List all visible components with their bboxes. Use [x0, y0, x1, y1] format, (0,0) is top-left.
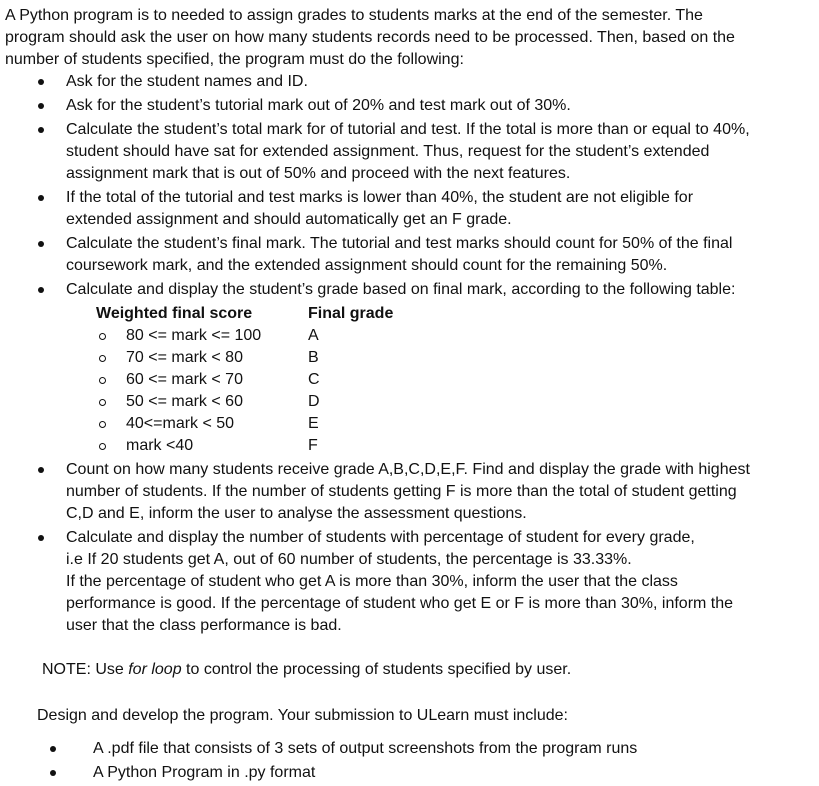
- table-row: [96, 347, 456, 369]
- list-item-text: A Python Program in .py format: [93, 764, 316, 781]
- table-row: [96, 325, 456, 347]
- list-item-text: number of students. If the number of students getting F is more than the total of student getting: [66, 483, 737, 500]
- final-grade: D: [308, 393, 320, 410]
- circle-bullet-icon: [96, 369, 126, 391]
- list-item-text: A .pdf file that consists of 3 sets of output screenshots from the program runs: [93, 740, 638, 757]
- bullet-icon: [50, 738, 56, 760]
- requirements-list: [0, 71, 819, 639]
- header-weighted-score: Weighted final score: [96, 305, 253, 322]
- score-range: 70 <= mark < 80: [126, 349, 243, 366]
- list-item-text: coursework mark, and the extended assignment should count for the remaining 50%.: [66, 257, 668, 274]
- list-item-text: i.e If 20 students get A, out of 60 number of students, the percentage is 33.33%.: [66, 551, 632, 568]
- list-item-text: assignment mark that is out of 50% and proceed with the next features.: [66, 165, 571, 182]
- circle-bullet-icon: [96, 391, 126, 413]
- bullet-icon: [36, 119, 46, 141]
- submission-list: [0, 738, 637, 786]
- final-grade: A: [308, 327, 319, 344]
- list-item-text: Calculate the student’s final mark. The tutorial and test marks should count for 50% of the final: [66, 235, 733, 252]
- grade-table-header: [96, 303, 456, 325]
- final-grade: E: [308, 415, 319, 432]
- intro-paragraph: [5, 5, 787, 71]
- score-range: 40<=mark < 50: [126, 415, 235, 432]
- list-item-text: Calculate and display the number of students with percentage of student for every grade,: [66, 529, 695, 546]
- note-suffix: to control the processing of students specified by user.: [181, 661, 572, 678]
- bullet-icon: [36, 459, 46, 481]
- circle-bullet-icon: [96, 413, 126, 435]
- list-item-text: If the total of the tutorial and test marks is lower than 40%, the student are not eligible for: [66, 189, 694, 206]
- final-grade: B: [308, 349, 319, 366]
- list-item-text: Calculate and display the student’s grade based on final mark, according to the following table:: [66, 281, 736, 298]
- list-item-text: extended assignment and should automatically get an F grade.: [66, 211, 512, 228]
- list-item-text: If the percentage of student who get A is more than 30%, inform the user that the class: [66, 573, 678, 590]
- score-range: 80 <= mark <= 100: [126, 327, 262, 344]
- bullet-icon: [36, 71, 46, 93]
- header-final-grade: Final grade: [308, 305, 394, 322]
- list-item: [0, 527, 787, 637]
- final-grade: C: [308, 371, 320, 388]
- list-item-text: C,D and E, inform the user to analyse the assessment questions.: [66, 505, 527, 522]
- list-item: [0, 279, 787, 301]
- list-item-text: Ask for the student names and ID.: [66, 73, 308, 90]
- bullet-icon: [36, 527, 46, 549]
- list-item: [0, 71, 787, 93]
- bullet-icon: [36, 187, 46, 209]
- circle-bullet-icon: [96, 325, 126, 347]
- final-grade: F: [308, 437, 318, 454]
- intro-line: A Python program is to needed to assign grades to students marks at the end of the semester. The: [5, 7, 703, 24]
- circle-bullet-icon: [96, 347, 126, 369]
- list-item-text: user that the class performance is bad.: [66, 617, 342, 634]
- bullet-icon: [36, 95, 46, 117]
- note-emphasis: for loop: [128, 661, 182, 678]
- table-row: [96, 369, 456, 391]
- score-range: mark <40: [126, 437, 194, 454]
- table-row: [96, 413, 456, 435]
- list-item-text: Count on how many students receive grade A,B,C,D,E,F. Find and display the grade with highest: [66, 461, 750, 478]
- score-range: 50 <= mark < 60: [126, 393, 243, 410]
- list-item: [0, 119, 787, 185]
- design-paragraph: Design and develop the program. Your submission to ULearn must include:: [37, 707, 568, 724]
- list-item-text: Calculate the student’s total mark for of tutorial and test. If the total is more than or equal to 40%,: [66, 121, 750, 138]
- list-item: [0, 738, 637, 762]
- note-paragraph: [42, 659, 571, 681]
- list-item: [0, 233, 787, 277]
- bullet-icon: [50, 762, 56, 784]
- list-item: [0, 187, 787, 231]
- intro-line: program should ask the user on how many students records need to be processed. Then, based on the: [5, 29, 735, 46]
- intro-line: number of students specified, the program must do the following:: [5, 51, 464, 68]
- score-range: 60 <= mark < 70: [126, 371, 243, 388]
- list-item: [0, 762, 637, 786]
- table-row: [96, 391, 456, 413]
- table-row: [96, 435, 456, 457]
- bullet-icon: [36, 233, 46, 255]
- grade-table: [96, 303, 456, 457]
- bullet-icon: [36, 279, 46, 301]
- circle-bullet-icon: [96, 435, 126, 457]
- list-item: [0, 95, 787, 117]
- note-prefix: NOTE: Use: [42, 661, 129, 678]
- list-item-text: Ask for the student’s tutorial mark out of 20% and test mark out of 30%.: [66, 97, 571, 114]
- list-item-text: student should have sat for extended assignment. Thus, request for the student’s extended: [66, 143, 710, 160]
- list-item-text: performance is good. If the percentage of student who get E or F is more than 30%, inform the: [66, 595, 734, 612]
- list-item: [0, 459, 787, 525]
